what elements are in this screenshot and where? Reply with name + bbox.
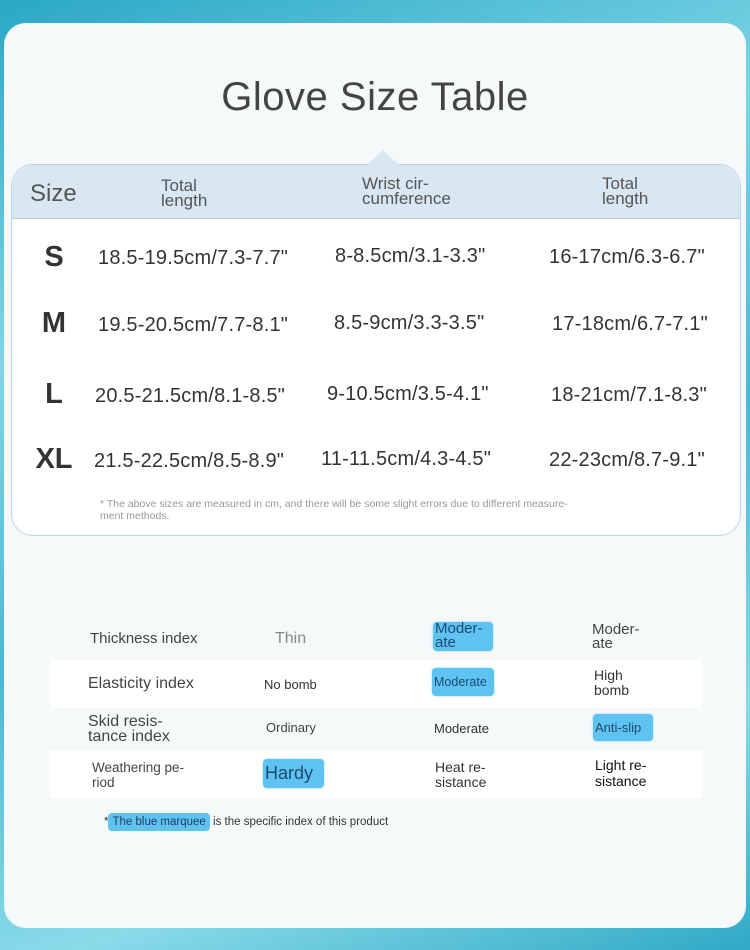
option-anti-slip-selected: Anti-slip [593,714,653,741]
index-label: Thickness index [90,630,198,647]
size-row-s [12,241,740,281]
note-line: ment methods. [100,510,170,522]
total-length-value: 20.5-21.5cm/8.1-8.5" [95,385,286,407]
option-text: ate [592,635,613,652]
wrist-value: 9-10.5cm/3.5-4.1" [327,383,489,405]
header-text: Wrist cir- [362,174,429,193]
header-text: length [602,189,649,208]
option-text: sistance [595,773,647,789]
option-text: bomb [594,682,630,698]
size-table [11,164,741,536]
index-row-weathering [50,750,702,798]
measurement-note [100,498,600,522]
index-row-thickness [50,615,702,660]
label-text: tance index [88,728,170,745]
option-moderate [592,623,640,651]
total-length-value-2: 18-21cm/7.1-8.3" [551,384,707,406]
label-text: Weathering pe- [92,760,185,775]
header-text: length [161,191,208,210]
index-row-elasticity [50,660,702,708]
header-text: Total [161,176,197,195]
option-light-resistance [595,757,646,789]
header-notch [367,150,399,165]
total-length-value: 21.5-22.5cm/8.5-8.9" [94,450,285,472]
total-length-value-2: 22-23cm/8.7-9.1" [549,449,705,471]
note-line: * The above sizes are measured in cm, and there will be some slight errors due to different measure- [100,498,568,510]
size-row-m [12,307,740,347]
option-moderate-selected: Moderate [432,668,494,696]
index-footnote [104,816,388,828]
option-text: Heat re- [435,759,486,775]
wrist-value: 8-8.5cm/3.1-3.3" [335,245,486,267]
total-length-value-2: 16-17cm/6.3-6.7" [549,246,705,268]
index-row-skid-resistance [50,708,702,750]
size-label: L [45,378,63,410]
label-text: Skid resis- [88,713,163,730]
page-title: Glove Size Table [221,75,529,119]
option-text: Light re- [595,757,647,773]
footnote-star: * [104,816,109,828]
blue-marquee-sample: The blue marquee [108,813,209,831]
option-text: Moder- [592,621,640,638]
total-length-value: 19.5-20.5cm/7.7-8.1" [98,314,289,336]
option-no-bomb: No bomb [264,677,317,692]
footnote-text: is the specific index of this product [209,816,389,828]
total-length-value: 18.5-19.5cm/7.3-7.7" [98,247,289,269]
option-text: Moder- [435,620,483,637]
header-total-length-2 [602,176,648,206]
size-label: M [41,307,67,339]
total-length-value-2: 17-18cm/6.7-7.1" [552,313,708,335]
size-table-header [12,165,740,219]
header-text: cumference [362,189,451,208]
option-ordinary: Ordinary [266,720,316,735]
option-thin: Thin [275,630,307,647]
wrist-value: 8.5-9cm/3.3-3.5" [334,312,485,334]
wrist-value: 11-11.5cm/4.3-4.5" [321,448,492,470]
option-text: ate [435,634,456,651]
size-row-xl [12,443,740,483]
option-text: High [594,667,623,683]
option-heat-resistance [435,760,486,790]
size-label: S [44,241,64,273]
option-hardy-selected: Hardy [263,759,324,788]
size-label: XL [35,443,73,475]
label-text: riod [92,775,115,790]
option-moderate: Moderate [434,721,489,736]
header-wrist-circumference [362,176,451,206]
header-text: Total [602,174,638,193]
header-size: Size [30,180,77,207]
size-row-l [12,378,740,418]
header-total-length-1 [161,178,207,208]
option-high-bomb [594,668,629,698]
index-label: Elasticity index [88,675,194,692]
option-moderate-selected [433,622,493,651]
index-label [88,714,170,744]
option-text: sistance [435,774,487,790]
index-label [92,760,184,790]
